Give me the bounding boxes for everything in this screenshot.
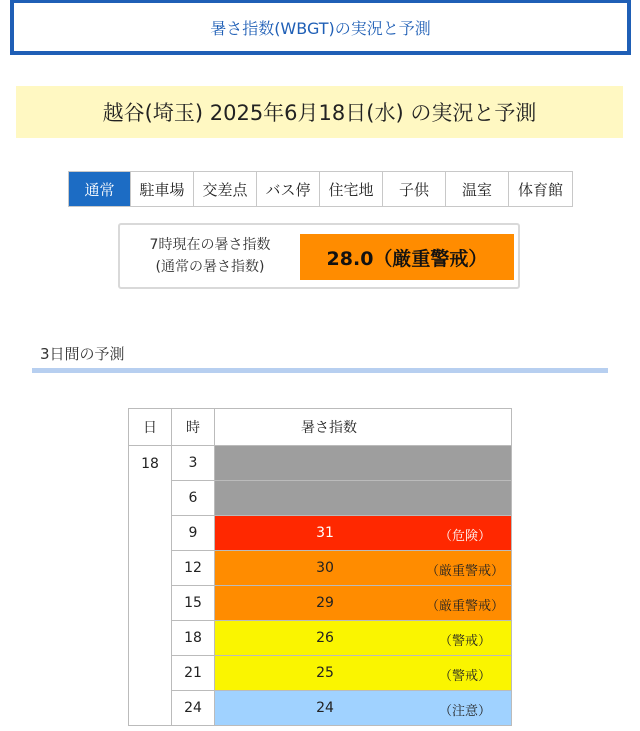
current-value: 28.0（厳重警戒） — [300, 234, 514, 280]
day-cell: 18 — [129, 446, 172, 726]
forecast-row — [129, 481, 512, 516]
wbgt-cell — [215, 656, 512, 691]
forecast-row — [129, 621, 512, 656]
forecast-header-row — [129, 409, 512, 446]
header-day: 日 — [129, 409, 172, 446]
forecast-table — [128, 408, 512, 726]
current-label-line2: (通常の暑さ指数) — [155, 259, 265, 275]
wbgt-cell — [215, 586, 512, 621]
forecast-row — [129, 516, 512, 551]
wbgt-value: 29 — [316, 595, 334, 611]
wbgt-level: （警戒） — [438, 669, 491, 684]
hour-cell: 9 — [172, 516, 215, 551]
current-label-line1: 7時現在の暑さ指数 — [149, 237, 271, 253]
section-divider — [32, 368, 608, 373]
tab-0[interactable]: 通常 — [69, 172, 131, 206]
wbgt-cell — [215, 446, 512, 481]
forecast-row — [129, 586, 512, 621]
tab-7[interactable]: 体育館 — [509, 172, 572, 206]
hour-cell: 15 — [172, 586, 215, 621]
condition-tabs — [68, 171, 573, 207]
wbgt-value: 25 — [316, 665, 334, 681]
location-title: 越谷(埼玉) 2025年6月18日(水) の実況と予測 — [102, 101, 537, 125]
hour-cell: 24 — [172, 691, 215, 726]
tab-4[interactable]: 住宅地 — [320, 172, 383, 206]
forecast-row — [129, 656, 512, 691]
hour-cell: 18 — [172, 621, 215, 656]
wbgt-value: 24 — [316, 700, 334, 716]
hour-cell: 21 — [172, 656, 215, 691]
forecast-row — [129, 551, 512, 586]
hour-cell: 6 — [172, 481, 215, 516]
tab-1[interactable]: 駐車場 — [131, 172, 194, 206]
forecast-row — [129, 691, 512, 726]
current-label — [120, 234, 300, 278]
page-title: 暑さ指数(WBGT)の実況と予測 — [210, 18, 431, 38]
tab-6[interactable]: 温室 — [446, 172, 509, 206]
wbgt-level: （警戒） — [438, 634, 491, 649]
forecast-row — [129, 446, 512, 481]
forecast-section-title: 3日間の予測 — [40, 345, 125, 363]
wbgt-value: 26 — [316, 630, 334, 646]
hour-cell: 12 — [172, 551, 215, 586]
wbgt-level: （危険） — [438, 529, 491, 544]
wbgt-level: （厳重警戒） — [425, 599, 504, 614]
header-value — [215, 409, 512, 446]
wbgt-cell — [215, 691, 512, 726]
wbgt-level: （厳重警戒） — [425, 564, 504, 579]
header-hour: 時 — [172, 409, 215, 446]
current-wbgt-box — [118, 223, 520, 289]
wbgt-level: （注意） — [438, 704, 491, 719]
wbgt-cell — [215, 621, 512, 656]
page-header — [10, 0, 631, 55]
tab-3[interactable]: バス停 — [257, 172, 320, 206]
wbgt-value: 31 — [316, 525, 334, 541]
location-banner — [16, 86, 623, 138]
header-value-label: 暑さ指数 — [301, 420, 357, 436]
tab-2[interactable]: 交差点 — [194, 172, 257, 206]
tab-5[interactable]: 子供 — [383, 172, 446, 206]
wbgt-cell — [215, 481, 512, 516]
hour-cell: 3 — [172, 446, 215, 481]
wbgt-cell — [215, 551, 512, 586]
wbgt-value: 30 — [316, 560, 334, 576]
wbgt-cell — [215, 516, 512, 551]
